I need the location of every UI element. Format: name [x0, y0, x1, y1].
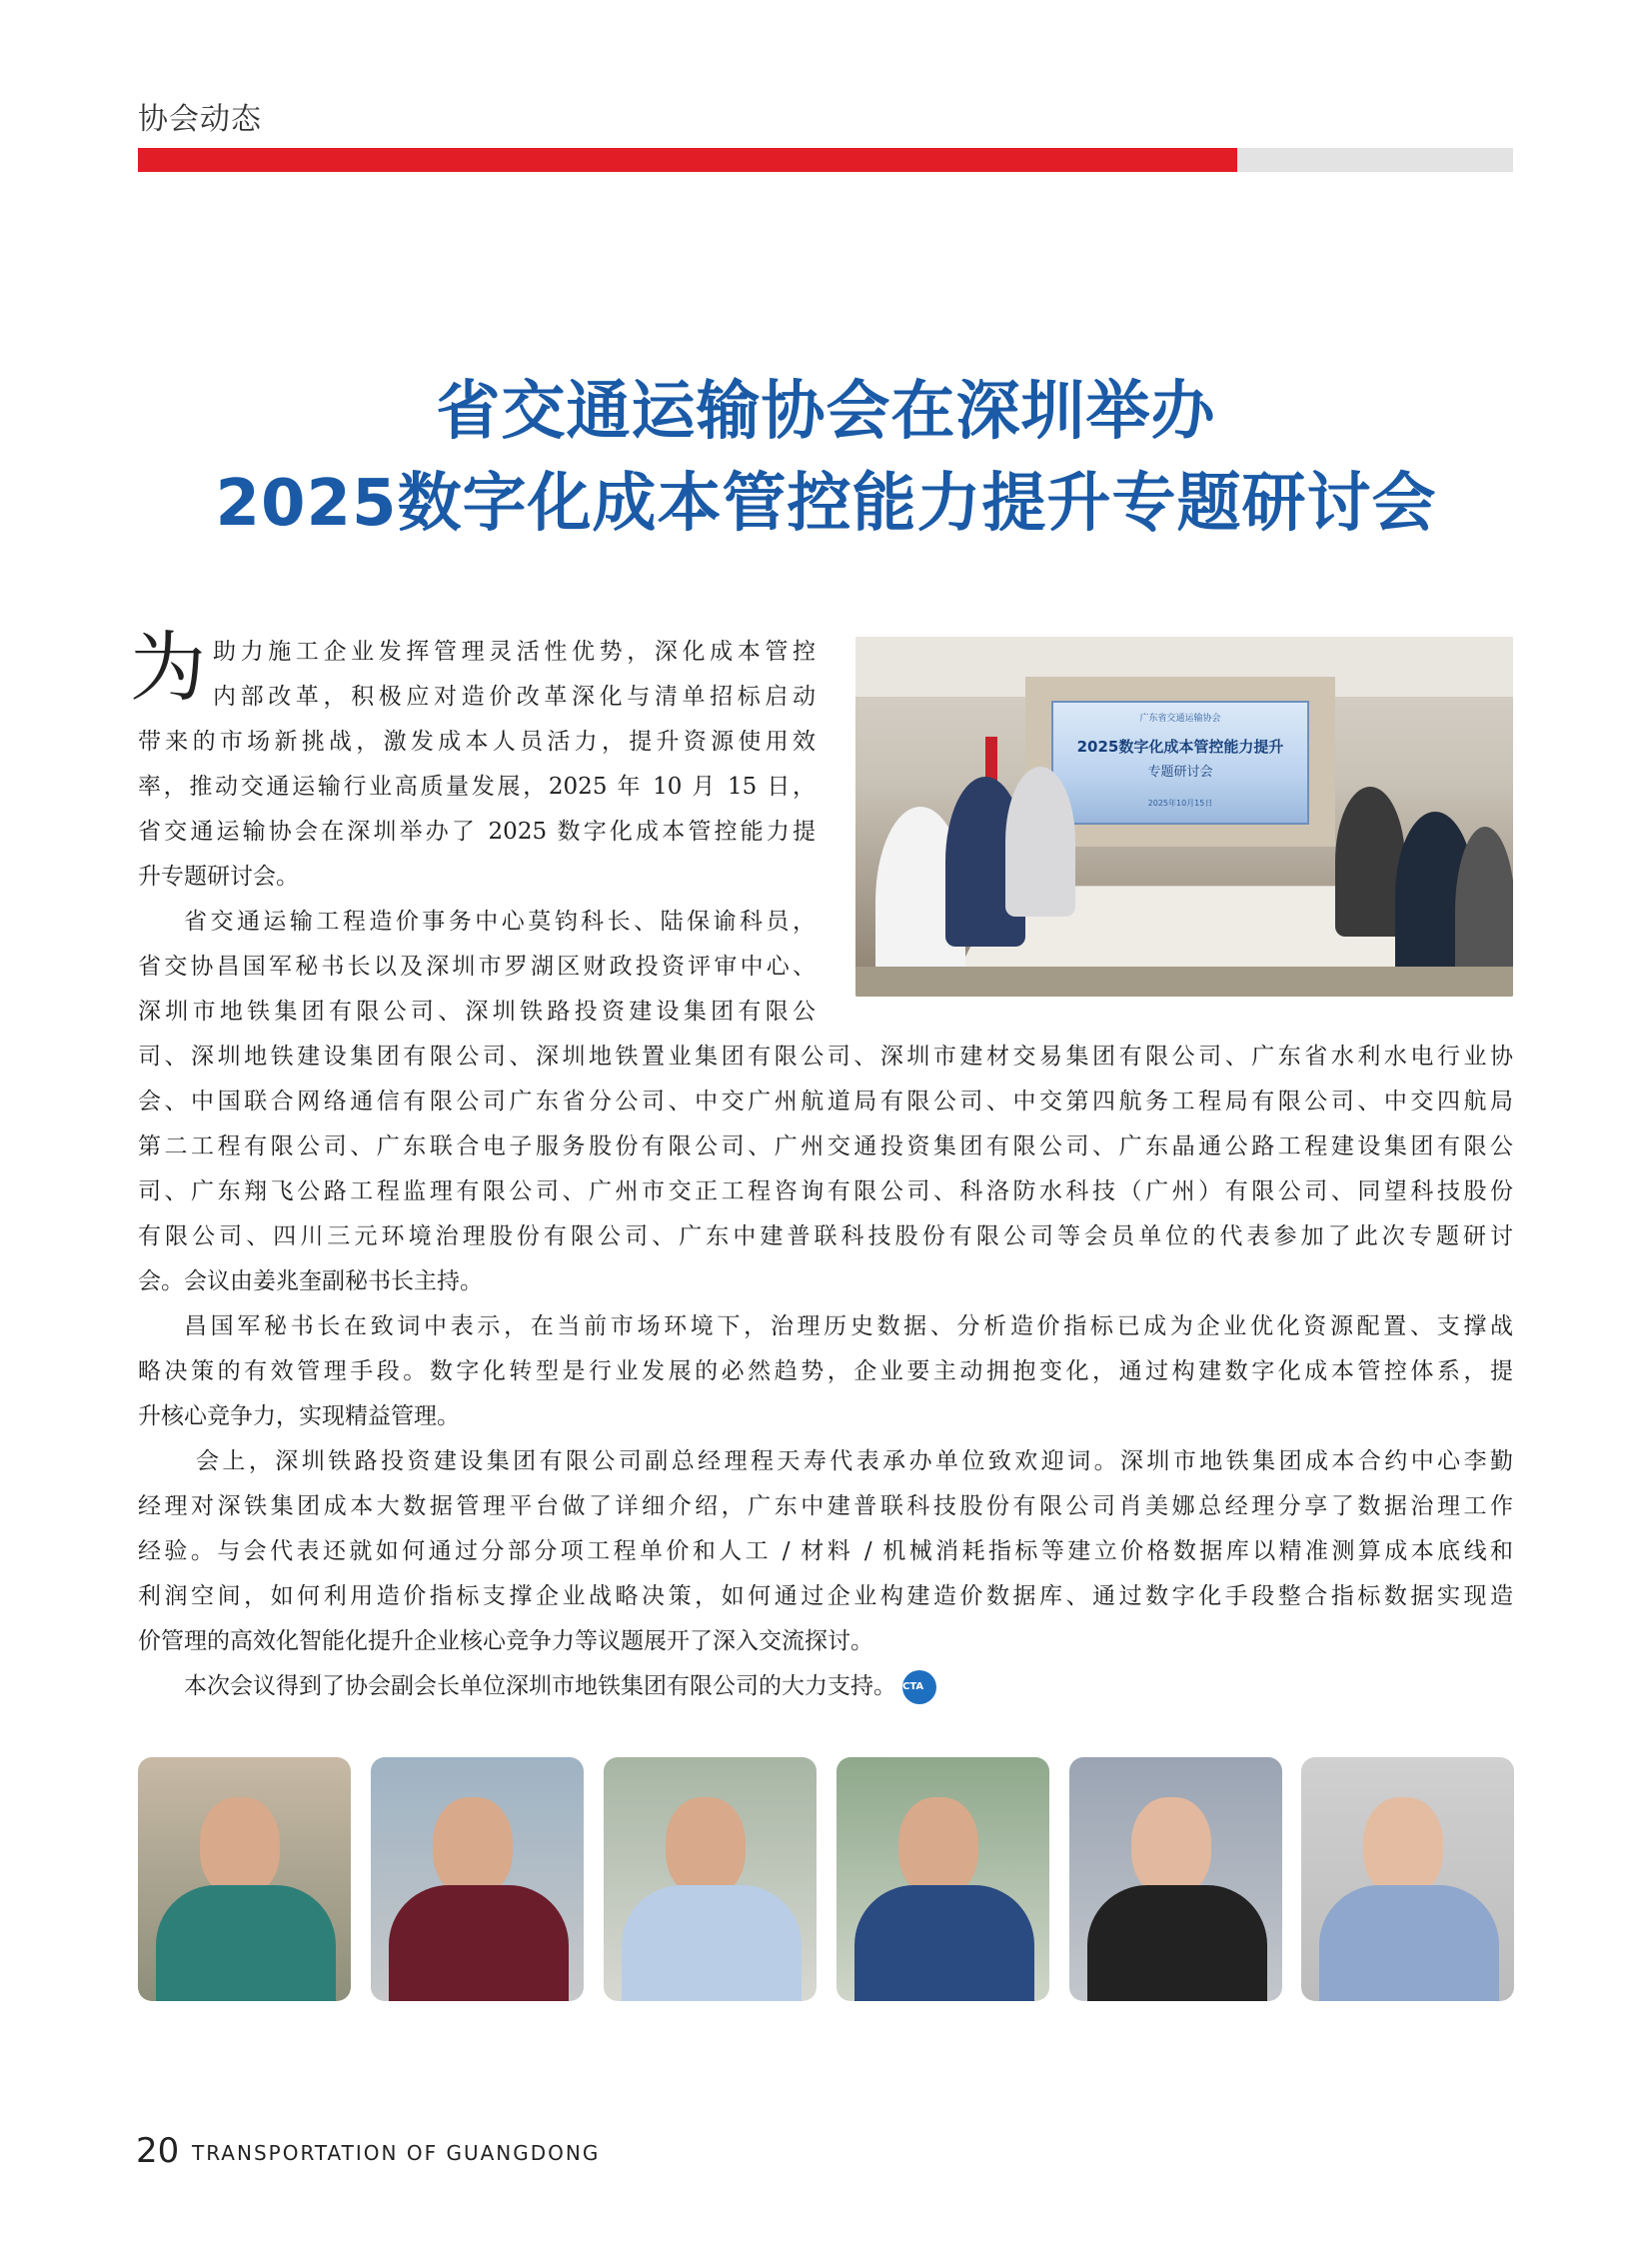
p2-line: 司、深圳地铁建设集团有限公司、深圳地铁置业集团有限公司、深圳市建材交易集团有限公司、广东省水利水电行业协 — [138, 1044, 1513, 1070]
speaker-photo-4 — [836, 1757, 1049, 2001]
p5-line — [184, 1664, 1513, 1709]
p2-line: 第二工程有限公司、广东联合电子服务股份有限公司、广州交通投资集团有限公司、广东晶通公路工程建设集团有限公 — [138, 1133, 1513, 1159]
p4-line: 利润空间，如何利用造价指标支撑企业战略决策，如何通过企业构建造价数据库、通过数字化手段整合指标数据实现造 — [138, 1583, 1513, 1609]
p2-line: 省交协昌国军秘书长以及深圳市罗湖区财政投资评审中心、 — [138, 954, 816, 980]
p4-line: 会上，深圳铁路投资建设集团有限公司副总经理程天寿代表承办单位致欢迎词。深圳市地铁集团成本合约中心李勤 — [196, 1448, 1513, 1474]
p1-line: 内部改革，积极应对造价改革深化与清单招标启动 — [213, 684, 816, 710]
p4-line: 经验。与会代表还就如何通过分部分项工程单价和人工 / 材料 / 机械消耗指标等建立价格数据库以精准测算成本底线和 — [138, 1538, 1513, 1564]
p5-text: 本次会议得到了协会副会长单位深圳市地铁集团有限公司的大力支持。 — [184, 1673, 896, 1699]
p2-line: 司、广东翔飞公路工程监理有限公司、广州市交正工程咨询有限公司、科洛防水科技（广州）有限公司、同望科技股份 — [138, 1178, 1513, 1204]
p2-line: 会、中国联合网络通信有限公司广东省分公司、中交广州航道局有限公司、中交第四航务工程局有限公司、中交四航局 — [138, 1089, 1513, 1115]
p4-line: 经理对深铁集团成本大数据管理平台做了详细介绍，广东中建普联科技股份有限公司肖美娜总经理分享了数据治理工作 — [138, 1493, 1513, 1519]
speaker-photo-3 — [604, 1757, 817, 2001]
header-rule-gray — [1237, 148, 1513, 172]
publication-name: TRANSPORTATION OF GUANGDONG — [192, 2141, 601, 2165]
cta-logo-icon: CTA — [902, 1670, 936, 1704]
p1-line: 助力施工企业发挥管理灵活性优势，深化成本管控 — [213, 639, 816, 665]
p2-line: 省交通运输工程造价事务中心莫钧科长、陆保谕科员， — [184, 909, 816, 935]
p2-line: 深圳市地铁集团有限公司、深圳铁路投资建设集团有限公 — [138, 999, 816, 1025]
screen-date: 2025年10月15日 — [1147, 799, 1213, 808]
speaker-photo-6 — [1301, 1757, 1514, 2001]
article-title-line2: 2025数字化成本管控能力提升专题研讨会 — [215, 467, 1437, 541]
projection-screen — [1051, 701, 1309, 825]
screen-org: 广东省交通运输协会 — [1139, 714, 1221, 724]
speaker-photo-1 — [138, 1757, 351, 2001]
speaker-photo-5 — [1069, 1757, 1282, 2001]
page-number: 20 — [136, 2131, 180, 2171]
drop-cap: 为 — [130, 623, 206, 712]
p2-line: 会。会议由姜兆奎副秘书长主持。 — [138, 1268, 483, 1294]
p3-line: 升核心竞争力，实现精益管理。 — [138, 1403, 460, 1429]
p3-line: 略决策的有效管理手段。数字化转型是行业发展的必然趋势，企业要主动拥抱变化，通过构建数字化成本管控体系，提 — [138, 1358, 1513, 1384]
header-rule-red — [138, 148, 1237, 172]
p2-line: 有限公司、四川三元环境治理股份有限公司、广东中建普联科技股份有限公司等会员单位的代表参加了此次专题研讨 — [138, 1223, 1513, 1249]
meeting-photo — [855, 637, 1513, 997]
screen-title: 2025数字化成本管控能力提升 — [1076, 738, 1284, 756]
p1-line: 升专题研讨会。 — [138, 864, 299, 890]
p3-line: 昌国军秘书长在致词中表示，在当前市场环境下，治理历史数据、分析造价指标已成为企业优化资源配置、支撑战 — [184, 1313, 1513, 1339]
speaker-photo-2 — [371, 1757, 584, 2001]
p4-line: 价管理的高效化智能化提升企业核心竞争力等议题展开了深入交流探讨。 — [138, 1628, 873, 1654]
screen-subtitle: 专题研讨会 — [1147, 765, 1213, 780]
section-label: 协会动态 — [138, 102, 262, 137]
p1-line: 省交通运输协会在深圳举办了 2025 数字化成本管控能力提 — [138, 819, 816, 845]
article-title-line1: 省交通运输协会在深圳举办 — [436, 375, 1216, 449]
p1-line: 率，推动交通运输行业高质量发展，2025 年 10 月 15 日， — [138, 774, 816, 800]
p1-line: 带来的市场新挑战，激发成本人员活力，提升资源使用效 — [138, 729, 816, 755]
